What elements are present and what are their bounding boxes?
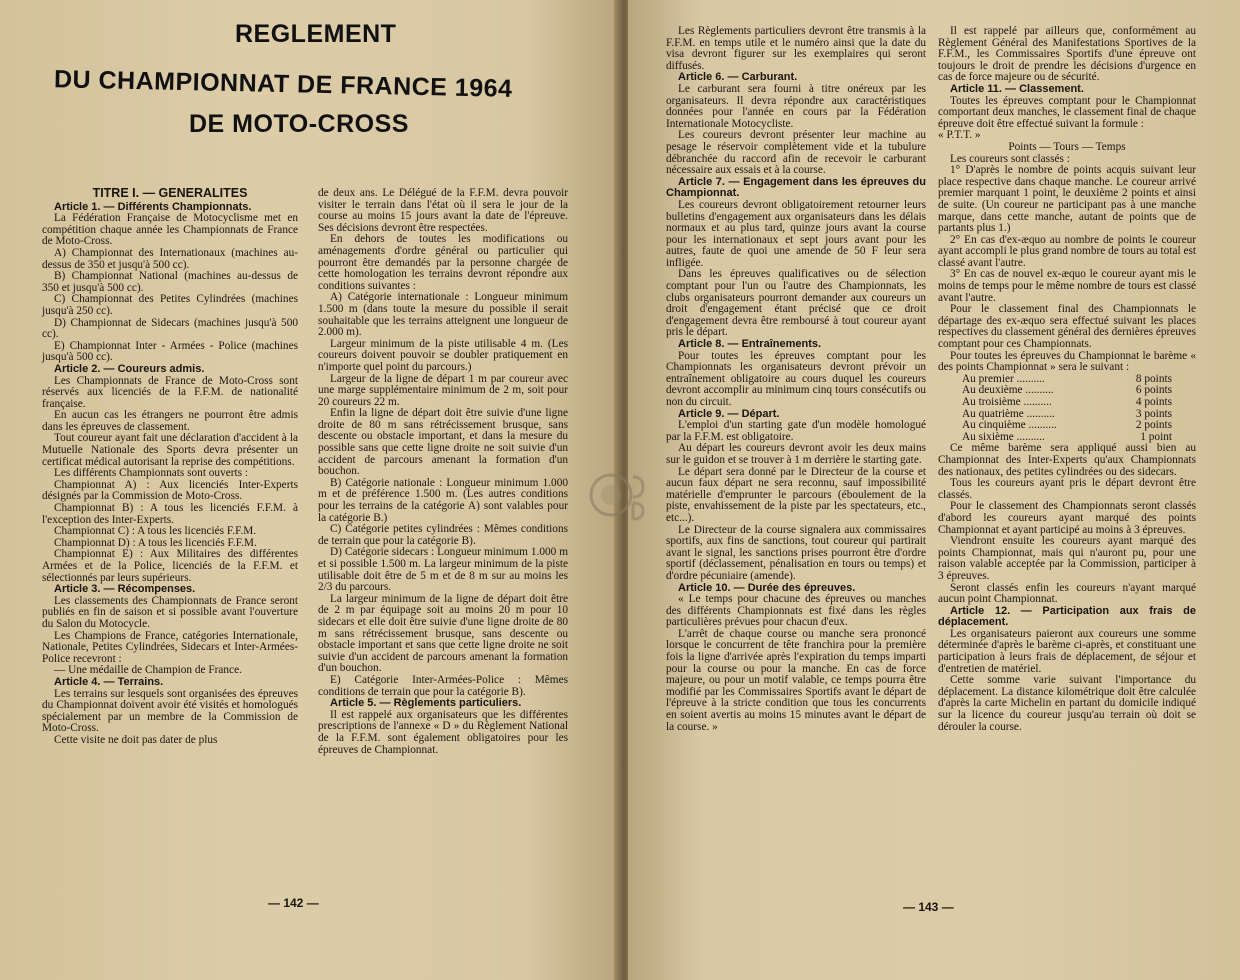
right-page-column-1: [666, 26, 926, 733]
paragraph: Championnat A) : Aux licenciés Inter-Experts désignés par la Commission de Moto-Cross.: [42, 478, 298, 503]
paragraph: B) Catégorie nationale : Longueur minimum 1.000 m et de préférence 1.500 m. (Les autres conditions pour les terrains de la catégorie A) sont valables pour la catégorie B.): [318, 476, 568, 524]
paragraph: Les classements des Championnats de France seront publiés en fin de saison et si possible avant l'ouverture du Salon du Motocycle.: [42, 594, 298, 630]
paragraph: Les Champions de France, catégories Internationale, Nationale, Petites Cylindrées, Sidecars et Inter-Armées-Police recevront :: [42, 629, 298, 665]
paragraph: C) Championnat des Petites Cylindrées (machines jusqu'à 250 cc).: [42, 293, 298, 317]
page-number-left: — 142 —: [268, 896, 319, 910]
paragraph: Tout coureur ayant fait une déclaration d'accident à la Mutuelle Nationale des Sports devra présenter un certificat médical autorisant la reprise des compétitions.: [42, 432, 298, 468]
paragraph: D) Catégorie sidecars : Longueur minimum 1.000 m et si possible 1.500 m. La largeur minimum de la piste utilisable doit être de 5 m et de 8 m sur au moins les 2/3 du parcours.: [318, 546, 568, 594]
paragraph: Championnat E) : Aux Militaires des différentes Armées et de la Police, licenciés de la F.F.M. et sélectionnés par leurs supérieurs.: [42, 548, 298, 584]
points-place: Au cinquième ..........: [962, 419, 1057, 432]
points-row: [938, 397, 1196, 409]
paragraph: L'arrêt de chaque course ou manche sera prononcé lorsque le concurrent de tête franchira pour la première fois la ligne d'arrivée après l'expiration du temps imparti pour la course ou pour la manche. En cas de force majeure, ou pour un motif valable, ce temps pourra être modifié par les Commissaires Sportifs avant le départ de l'épreuve à la stricte condition que tous les concurrents en soient avertis au moins 15 minutes avant le départ de la course. »: [666, 627, 926, 733]
article-heading: Article 11. — Classement.: [950, 82, 1084, 95]
points-place: Au quatrième ..........: [962, 407, 1055, 420]
paragraph: D) Championnat de Sidecars (machines jusqu'à 500 cc).: [42, 316, 298, 341]
article-heading: Article 5. — Règlements particuliers.: [330, 697, 522, 710]
paragraph: Ce même barème sera appliqué aussi bien au Championnat des Inter-Experts qu'aux Championnats des nationaux, des petites cylindrées ou des sidecars.: [938, 442, 1196, 478]
formula-line: Points — Tours — Temps: [1008, 140, 1126, 153]
article-heading: Article 4. — Terrains.: [54, 675, 164, 688]
paragraph: En dehors de toutes les modifications ou aménagements d'ordre général ou particulier qui pourront être demandés par la personne chargée de cette homologation les terrains devront répondre aux conditions suivantes :: [318, 233, 568, 292]
paragraph: Le départ sera donné par le Directeur de la course et aucun faux départ ne sera reconnu, sauf impossibilité matérielle d'emprunter le parcours (éboulement de la piste, envahissement de la piste par les spectateurs, etc., etc...).: [666, 465, 926, 524]
right-page-column-2: [938, 26, 1196, 733]
title-line-1: REGLEMENT: [235, 20, 397, 48]
document-title: [40, 12, 580, 147]
points-table: [938, 374, 1196, 444]
paragraph: E) Catégorie Inter-Armées-Police : Mêmes conditions de terrain que pour la catégorie B).: [318, 673, 568, 698]
paragraph: La largeur minimum de la ligne de départ doit être de 2 m par équipage soit au moins 20 m pour 10 sidecars et elle doit être suivie d'une ligne droite de 80 m sans rétrécissement brusque, sans descente ou obstacle important et sans que cette ligne droite ne soit suivie d'un accident de parcours amenant la formation d'un bouchon.: [318, 592, 568, 675]
paragraph: Championnat C) : A tous les licenciés F.F.M.: [54, 525, 257, 538]
paragraph: Les Règlements particuliers devront être transmis à la F.F.M. en temps utile et le numéro ainsi que la date du visa devront figurer sur les exemplaires qui seront diffusés.: [666, 25, 926, 72]
paragraph: E) Championnat Inter - Armées - Police (machines jusqu'à 500 cc).: [42, 339, 298, 364]
right-page: [628, 0, 1240, 980]
points-value: 1 point: [1140, 430, 1172, 443]
paragraph: Dans les épreuves qualificatives ou de sélection comptant pour l'un ou l'autre des Championnats, les clubs organisateurs pourront demander aux coureurs un droit d'engagement étant précisé que ce droit d'engagement devra être remboursé à tout coureur ayant pris le départ.: [666, 268, 926, 339]
paragraph: Championnat D) : A tous les licenciés F.F.M.: [54, 536, 257, 549]
paragraph: Championnat B) : A tous les licenciés F.F.M. à l'exception des Inter-Experts.: [42, 502, 298, 526]
points-place: Au deuxième ..........: [962, 384, 1054, 397]
library-stamp-mark: [585, 455, 655, 535]
article-heading: Article 7. — Engagement dans les épreuves du Championnat.: [666, 175, 926, 200]
article-heading: Article 6. — Carburant.: [678, 71, 798, 84]
section-heading: TITRE I. — GENERALITES: [92, 186, 248, 200]
paragraph: Le carburant sera fourni à titre onéreux par les organisateurs. Il devra répondre aux caractéristiques données pour l'année en cours par la Fédération Internationale Motocycliste.: [666, 82, 926, 130]
left-page-column-1: [42, 188, 298, 747]
points-place: Au sixième ..........: [962, 430, 1045, 443]
article-heading: Article 1. — Différents Championnats.: [54, 200, 252, 213]
paragraph: B) Championnat National (machines au-dessus de 350 et jusqu'à 500 cc).: [42, 270, 298, 294]
paragraph: Les coureurs devront obligatoirement retourner leurs bulletins d'engagement aux organisateurs dans les délais normaux et au plus tard, quinze jours avant la course pour les internationaux et sept jours avant pour les autres, faute de quoi une amende de 50 F leur sera infligée.: [666, 198, 926, 269]
paragraph: de deux ans. Le Délégué de la F.F.M. devra pouvoir visiter le terrain dans l'état où il sera le jour de la course au moins 15 jours avant la date de l'épreuve. Ses décisions devront être respectées.: [318, 187, 568, 234]
paragraph: — Une médaille de Champion de France.: [54, 664, 242, 677]
paragraph: Il est rappelé par ailleurs que, conformément au Règlement Général des Manifestations Sportives de la F.F.M., les Commissaires Sportifs d'une épreuve ont toujours le droit de prendre les décisions d'urgence en cas de force majeure ou de sécurité.: [938, 25, 1196, 84]
paragraph: 3° En cas de nouvel ex-æquo le coureur ayant mis le moins de temps pour le même nombre de tours est classé avant l'autre.: [938, 268, 1196, 304]
points-value: 6 points: [1135, 384, 1172, 397]
article-heading: Article 9. — Départ.: [678, 407, 780, 420]
paragraph: Il est rappelé aux organisateurs que les différentes prescriptions de l'annexe « D » du Règlement National de la F.F.M. sont également obligatoires pour les épreuves de Championnat.: [318, 708, 568, 756]
paragraph: Les coureurs devront présenter leur machine au pesage le réservoir complètement vide et la tubulure débranchée du raccord afin de recevoir le carburant nécessaire aux essais et à la course.: [666, 129, 926, 177]
paragraph: La Fédération Française de Motocyclisme met en compétition chaque année les Championnats de France de Moto-Cross.: [42, 212, 298, 248]
title-line-3: DE MOTO-CROSS: [189, 110, 409, 138]
page-number-right: — 143 —: [903, 900, 954, 914]
paragraph: Les terrains sur lesquels sont organisées des épreuves du Championnat doivent avoir été visités et homologués spécialement par un membre de la Commission de Moto-Cross.: [42, 687, 298, 735]
points-place: Au troisième ..........: [962, 396, 1052, 408]
paragraph: Les organisateurs paieront aux coureurs une somme déterminée d'après le barème ci-après, et constituant une participation à leurs frais de déplacement, de séjour et d'entretien de matériel.: [938, 627, 1196, 675]
left-page-column-2: [318, 188, 568, 756]
paragraph: Au départ les coureurs devront avoir les deux mains sur le guidon et se trouver à 1 m derrière le starting gate.: [666, 442, 926, 466]
paragraph: Les Championnats de France de Moto-Cross sont réservés aux licenciés de la F.F.M. de nationalité française.: [42, 374, 298, 410]
points-value: 4 points: [1135, 396, 1172, 408]
paragraph: L'emploi d'un starting gate d'un modèle homologué par la F.F.M. est obligatoire.: [666, 419, 926, 443]
points-place: Au premier ..........: [962, 372, 1045, 385]
paragraph: Largeur de la ligne de départ 1 m par coureur avec une marge supplémentaire minimum de 2 m, soit pour 20 coureurs 22 m.: [318, 372, 568, 408]
article-heading: Article 3. — Récompenses.: [54, 583, 196, 596]
article-heading: Article 10. — Durée des épreuves.: [678, 581, 856, 594]
paragraph: A) Catégorie internationale : Longueur minimum 1.500 m (dans toute la mesure du possible il serait souhaitable que les terrains atteignent une longueur de 2.000 m).: [318, 291, 568, 339]
paragraph: Les coureurs sont classés :: [950, 152, 1070, 165]
paragraph: C) Catégorie petites cylindrées : Mêmes conditions de terrain que pour la catégorie B).: [318, 523, 568, 547]
paragraph: Pour toutes les épreuves comptant pour les Championnats les organisateurs devront prévoir un entraînement obligatoire au cours duquel les coureurs devront accomplir au minimum cinq tours consécutifs ou non du circuit.: [666, 349, 926, 408]
points-value: 8 points: [1135, 372, 1172, 385]
paragraph: « Le temps pour chacune des épreuves ou manches des différents Championnats est fixé dans les règles particulières prévues pour chacun d'eux.: [666, 593, 926, 629]
paragraph: A) Championnat des Internationaux (machines au-dessus de 350 et jusqu'à 500 cc).: [42, 246, 298, 271]
title-line-2: DU CHAMPIONNAT DE FRANCE 1964: [53, 65, 513, 103]
paragraph: En aucun cas les étrangers ne pourront être admis dans les épreuves de classement.: [42, 409, 298, 433]
article-heading: Article 2. — Coureurs admis.: [54, 362, 205, 375]
points-value: 3 points: [1135, 407, 1172, 420]
article-heading: Article 12. — Participation aux frais de déplacement.: [938, 604, 1196, 629]
paragraph: « P.T.T. »: [938, 129, 981, 142]
paragraph: Seront classés enfin les coureurs n'ayant marqué aucun point Championnat.: [938, 581, 1196, 606]
paragraph: Cette somme varie suivant l'importance du déplacement. La distance kilométrique doit être calculée d'après la carte Michelin en partant du domicile indiqué sur la licence du coureur jusqu'au terrain où doit se dérouler la course.: [938, 674, 1196, 733]
paragraph: Les différents Championnats sont ouverts :: [54, 467, 249, 480]
paragraph: Le Directeur de la course signalera aux commissaires sportifs, aux fins de sanctions, tout coureur qui partirait avant le signal, les sanctions prises pourront être d'ordre sportif (déclassement, pénalisation en tours ou temps) et d'ordre pécuniaire (amende).: [666, 523, 926, 582]
paragraph: Viendront ensuite les coureurs ayant marqué des points Championnat, mais qui n'auront pu, pour une raison valable acceptée par la Commission, participer à 3 épreuves.: [938, 535, 1196, 582]
paragraph: Largeur minimum de la piste utilisable 4 m. (Les coureurs doivent pouvoir se doubler pratiquement en n'importe quel point du parcours.): [318, 337, 568, 373]
paragraph: Tous les coureurs ayant pris le départ devront être classés.: [938, 477, 1196, 501]
paragraph: Pour le classement des Championnats seront classés d'abord les coureurs ayant marqué des points Championnat et ayant participé au moins à 3 épreuves.: [938, 500, 1196, 536]
article-heading: Article 8. — Entraînements.: [678, 338, 822, 351]
paragraph: 2° En cas d'ex-æquo au nombre de points le coureur ayant accompli le plus grand nombre de tours au total est classé avant l'autre.: [938, 233, 1196, 269]
paragraph: Cette visite ne doit pas dater de plus: [54, 733, 218, 746]
paragraph: 1° D'après le nombre de points acquis suivant leur place respective dans chaque manche. Le coureur arrivé premier marquant 1 point, le deuxième 2 points et ainsi de suite. (Un coureur ne participant pas à une manche marque, dans cette manche, autant de points que de partants plus 1.): [938, 164, 1196, 235]
paragraph: Pour le classement final des Championnats le départage des ex-æquo sera effectué suivant les places respectives du classement général des dernières épreuves comptant pour ces Championnats.: [938, 303, 1196, 351]
paragraph: Toutes les épreuves comptant pour le Championnat comportant deux manches, le classement final de chaque épreuve doit être effectué suivant la formule :: [938, 94, 1196, 130]
paragraph: Pour toutes les épreuves du Championnat le barème « des points Championnat » sera le suivant :: [938, 349, 1196, 374]
points-value: 2 points: [1135, 419, 1172, 432]
paragraph: Enfin la ligne de départ doit être suivie d'une ligne droite de 80 m sans rétrécissement brusque, sans descente ou obstacle important, et dans la mesure du possible sans que cette ligne droite ne soit suivie d'un accident de parcours amenant la formation d'un bouchon.: [318, 407, 568, 478]
